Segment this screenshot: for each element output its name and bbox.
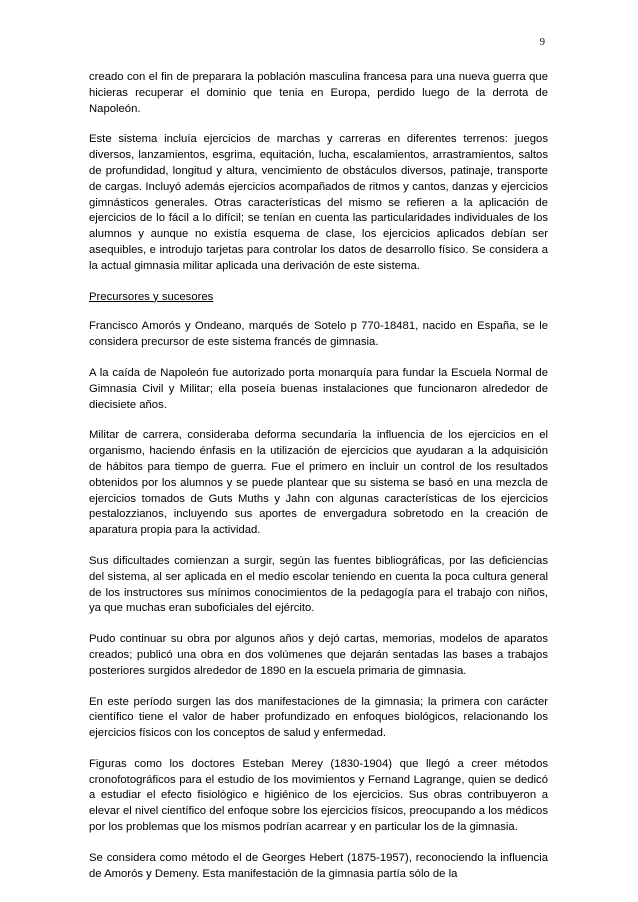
paragraph-5: Militar de carrera, consideraba deforma secundaria la influencia de los ejercicios en el organismo, haciendo énfasis en la utilización de ejercicios que ayudaran a la adquisición de hábitos para tiempo de guerra. Fue el primero en incluir un control de los resultados obtenidos por los alumnos y se puede plantear que su sistema se basó en una mezcla de ejercicios tomados de Guts Muths y Jahn con algunas características de los ejercicios pestalozzianos, incluyendo sus aportes de envergadura sobretodo en la creación de aparatura propia para la actividad.: [89, 429, 548, 537]
paragraph-2: Este sistema incluía ejercicios de marchas y carreras en diferentes terrenos: juegos diversos, lanzamientos, esgrima, equitación, lucha, escalamientos, arrastramientos, saltos de profundidad, longitud y altura, vencimiento de obstáculos diversos, patinaje, transporte de cargas. Incluyó además ejercicios acompañados de ritmos y cantos, danzas y ejercicios gimnásticos generales. Otras características del mismo se refieren a la aplicación de ejercicios de lo fácil a lo difícil; se tenían en cuenta las particularidades individuales de los alumnos y aunque no existía esquema de clase, los ejercicios aplicados debían ser asequibles, e introdujo tarjetas para controlar los datos de desarrollo físico. Se considera a la actual gimnasia militar aplicada una derivación de este sistema.: [89, 133, 548, 272]
page-number: 9: [539, 37, 545, 48]
paragraph-8: En este período surgen las dos manifestaciones de la gimnasia; la primera con carácter científico tiene el valor de haber profundizado en enfoques biológicos, relacionando los ejercicios físicos con los conceptos de salud y enfermedad.: [89, 695, 548, 740]
paragraph-10: Se considera como método el de Georges Hebert (1875-1957), reconociendo la influencia de Amorós y Demeny. Esta manifestación de la gimnasia partía sólo de la: [89, 851, 548, 880]
paragraph-3: Francisco Amorós y Ondeano, marqués de Sotelo p 770-18481, nacido en España, se le considera precursor de este sistema francés de gimnasia.: [89, 320, 548, 349]
paragraph-9: Figuras como los doctores Esteban Merey (1830-1904) que llegó a creer métodos cronofotográficos para el estudio de los movimientos y Fernand Lagrange, quien se dedicó a estudiar el efecto fisiológico e higiénico de los ejercicios. Sus obras contribuyeron a elevar el nivel científico del enfoque sobre los ejercicios físicos, preocupando a los médicos por los problemas que los mismos podrían acarrear y en particular los de la gimnasia.: [89, 757, 548, 834]
paragraph-7: Pudo continuar su obra por algunos años y dejó cartas, memorias, modelos de aparatos creados; publicó una obra en dos volúmenes que dejarán sentadas las bases a trabajos posteriores surgidos alrededor de 1890 en la escuela primaria de gimnasia.: [89, 633, 548, 677]
page-body: [89, 70, 548, 897]
section-heading: Precursores y sucesores: [89, 290, 214, 303]
paragraph-6: Sus dificultades comienzan a surgir, según las fuentes bibliográficas, por las deficiencias del sistema, al ser aplicada en el medio escolar teniendo en cuenta la poca cultura general de los instructores sus mínimos conocimientos de la pedagogía para el trabajo con niños, ya que muchas eran suboficiales del ejército.: [89, 554, 548, 615]
paragraph-1: creado con el fin de preparara la población masculina francesa para una nueva guerra que hicieras recuperar el dominio que tenia en Europa, perdido luego de la derrota de Napoleón.: [89, 71, 548, 115]
paragraph-4: A la caída de Napoleón fue autorizado porta monarquía para fundar la Escuela Normal de Gimnasia Civil y Militar; ella poseía buenas instalaciones que funcionaron alrededor de diecisiete años.: [89, 366, 548, 411]
